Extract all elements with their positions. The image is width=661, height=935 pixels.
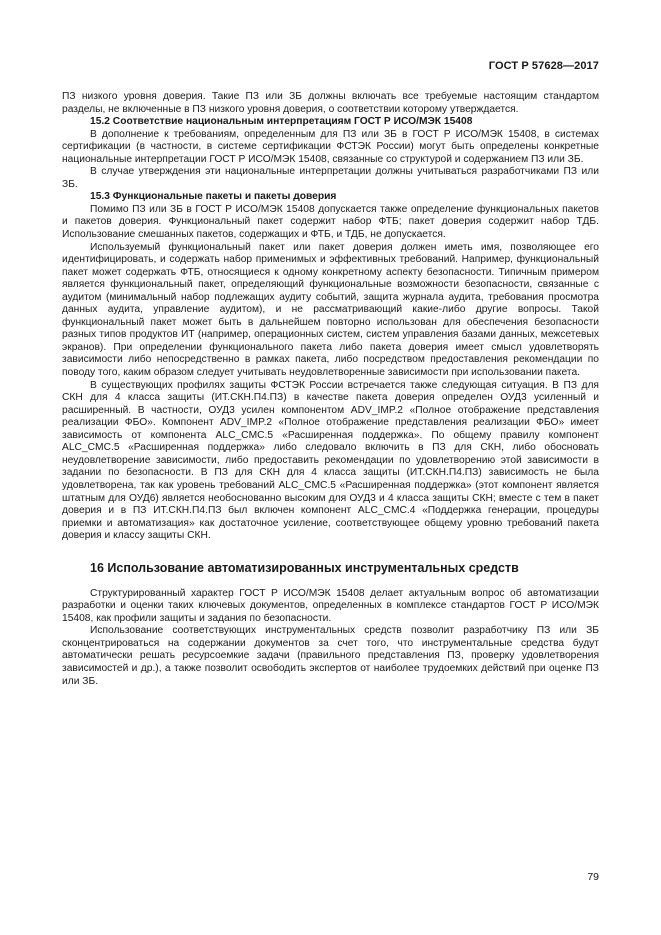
- page-number: 79: [587, 871, 599, 883]
- subsection-heading-15-2: 15.2 Соответствие национальным интерпретациям ГОСТ Р ИСО/МЭК 15408: [90, 116, 473, 128]
- paragraph: Используемый функциональный пакет или пакет доверия должен иметь имя, позволяющее его идентифицировать, и содержать набор применимых и эффективных требований. Например, функциональный пакет может содержать ФТБ, относящиеся к одному конкретному аспекту безопасности. Типичным примером является функциональный пакет, определяющий функциональные возможности безопасности, связанные с аудитом (минимальный набор подлежащих аудиту событий, защита журнала аудита, требования просмотра данных аудита, управление аудитом), и не рассматривающий какие-либо другие вопросы. Такой функциональный пакет может быть в дальнейшем повторно использован для обеспечения безопасности разных типов продуктов ИТ (например, операционных систем, систем управления базами данных, межсетевых экранов). При определении функционального пакета либо пакета доверия имеет смысл удовлетворять зависимости либо непосредственно в рамках пакета, либо посредством предоставления рекомендации по поводу того, каким образом следует учитывать неудовлетворенные зависимости при использовании пакета.: [62, 241, 599, 379]
- paragraph: В дополнение к требованиям, определенным для ПЗ или ЗБ в ГОСТ Р ИСО/МЭК 15408, в системах сертификации (в частности, в системе сертификации ФСТЭК России) могут быть определены конкретные национальные интерпретации ГОСТ Р ИСО/МЭК 15408, связанные со структурой и содержанием ПЗ или ЗБ.: [62, 128, 599, 165]
- section-heading-16: 16 Использование автоматизированных инструментальных средств: [90, 560, 519, 575]
- paragraph: В существующих профилях защиты ФСТЭК России встречается также следующая ситуация. В ПЗ для СКН для 4 класса защиты (ИТ.СКН.П4.ПЗ) в качестве пакета доверия определен ОУД3 усиленный и расширенный. В частности, ОУД3 усилен компонентом ADV_IMP.2 «Полное отображение представления реализации ФБО». Компонент ADV_IMP.2 «Полное отображение представления реализации ФБО» имеет зависимость от компонента ALC_CMC.5 «Расширенная поддержка». По общему правилу компонент ALC_CMC.5 «Расширенная поддержка» либо следовало включить в ПЗ для СКН, либо обосновать неудовлетворение зависимости, либо предоставить рекомендации по удовлетворению этой зависимости в задании по безопасности. В ПЗ для СКН для 4 класса защиты (ИТ.СКН.П4.ПЗ) зависимость не была удовлетворена, так как уровень требований ALC_CMC.5 «Расширенная поддержка» (этот компонент является штатным для ОУД6) является необоснованно высоким для ОУД3 и 4 класса защиты СКН; вместе с тем в пакет доверия и в ПЗ ИТ.СКН.П4.ПЗ был включен компонент ALC_CMC.4 «Поддержка генерации, процедуры приемки и автоматизация» как достаточное усиление, соответствующее общему уровню требований пакета доверия и классу защиты СКН.: [62, 379, 599, 542]
- paragraph: В случае утверждения эти национальные интерпретации должны учитываться разработчиками ПЗ или ЗБ.: [62, 166, 599, 190]
- standard-header: ГОСТ Р 57628—2017: [488, 60, 599, 72]
- paragraph: Использование соответствующих инструментальных средств позволит разработчику ПЗ или ЗБ сконцентрироваться на содержании документов за счет того, что инструментальные средства будут автоматически решать ресурсоемкие задачи (правильного представления ПЗ, проверку удовлетворения зависимостей и др.), а также позволит освободить экспертов от наиболее трудоемких действий при оценке ПЗ или ЗБ.: [62, 625, 599, 687]
- paragraph: Помимо ПЗ или ЗБ в ГОСТ Р ИСО/МЭК 15408 допускается также определение функциональных пакетов и пакетов доверия. Функциональный пакет содержит набор ФТБ; пакет доверия содержит набор ТДБ. Использование смешанных пакетов, содержащих и ФТБ, и ТДБ, не допускается.: [62, 203, 599, 241]
- paragraph: Структурированный характер ГОСТ Р ИСО/МЭК 15408 делает актуальным вопрос об автоматизации разработки и оценки таких ключевых документов, определенных в комплексе стандартов ГОСТ Р ИСО/МЭК 15408, как профили защиты и задания по безопасности.: [62, 587, 599, 624]
- document-body: [62, 91, 599, 688]
- paragraph-continuation: ПЗ низкого уровня доверия. Такие ПЗ или ЗБ должны включать все требуемые настоящим стандартом разделы, не включенные в ПЗ низкого уровня доверия, о соответствии которому утверждается.: [62, 91, 599, 115]
- subsection-heading-15-3: 15.3 Функциональные пакеты и пакеты доверия: [90, 191, 337, 203]
